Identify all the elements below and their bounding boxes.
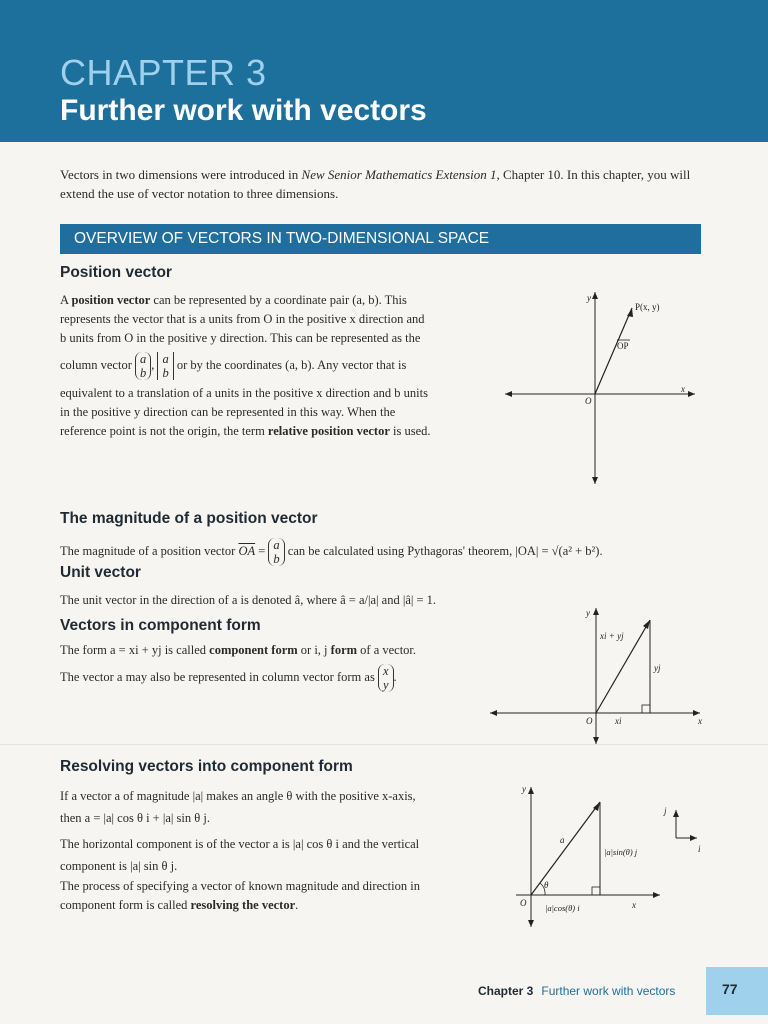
point-p-label: P(x, y) <box>635 302 660 312</box>
axis-y-label: y <box>522 784 526 794</box>
origin-label: O <box>586 716 593 726</box>
magnitude-heading: The magnitude of a position vector <box>60 510 318 527</box>
vector-op-label: OP <box>617 341 629 351</box>
axis-y-label: y <box>587 293 591 303</box>
divider <box>0 744 768 745</box>
component-form-heading: Vectors in component form <box>60 617 261 634</box>
component-form-diagram <box>488 598 708 748</box>
unit-vector-text: The unit vector in the direction of a is denoted â, where â = a/|a| and |â| = 1. <box>60 593 437 607</box>
origin-label: O <box>585 396 592 406</box>
resolving-diagram <box>510 782 710 932</box>
resolving-heading: Resolving vectors into component form <box>60 758 353 775</box>
resolving-text: If a vector a of magnitude |a| makes an angle θ with the positive x-axis, then a = |a| cos θ i + |a| sin θ j. The horizontal component is of the vector a is |a| cos θ i and the vertical component is |a| sin θ j. The process of specifying a vector of known magnitude and direction in component form is called resolving the vector. <box>60 789 420 912</box>
intro-paragraph: Vectors in two dimensions were introduced in New Senior Mathematics Extension 1, Chapter 10. In this chapter, you will extend the use of vector notation to three dimensions. <box>60 167 691 201</box>
xi-label: xi <box>615 716 622 726</box>
axis-y-label: y <box>586 608 590 618</box>
origin-label: O <box>520 898 527 908</box>
unit-i-label: i <box>698 844 701 854</box>
sum-label: xi + yj <box>600 631 624 641</box>
position-vector-heading: Position vector <box>60 264 172 281</box>
column-vector-round: a b <box>135 352 151 380</box>
theta-label: θ <box>544 880 549 890</box>
page-number: 77 <box>722 981 738 997</box>
cos-component-label: |a|cos(θ) i <box>545 903 580 913</box>
magnitude-text: The magnitude of a position vector $\overline{OA} = a$ b can be calculated using Pythagoras' theorem, |OA| = √(a² + b²). <box>60 538 603 566</box>
axis-x-label: x <box>681 384 685 394</box>
chapter-banner <box>0 0 768 142</box>
column-vector-square: a b <box>157 352 173 380</box>
position-vector-text: A position vector can be represented by a coordinate pair (a, b). This represents the vector that is a units from O in the positive x direction and b units from O in the positive y direction. This can be represented as the column vector a b, a b or by the coordinates (a, b). Any vector that is equivalent to a translation of a units in the positive x direction and b units in the positive y direction can be represented in this way. When the reference point is not the origin, the term relative position vector is used. <box>60 293 431 438</box>
vector-a-label: a <box>560 835 565 845</box>
section-heading-bar <box>60 224 701 254</box>
sin-component-label: |a|sin(θ) j <box>604 847 638 857</box>
unit-j-label: j <box>664 806 667 816</box>
chapter-title: Further work with vectors <box>60 94 427 127</box>
component-form-text: The form a = xi + yj is called component form or i, j form of a vector. The vector a may also be represented in column vector form as x y. <box>60 643 417 692</box>
footer-running-title: Chapter 3 Further work with vectors <box>478 984 676 998</box>
axis-x-label: x <box>632 900 636 910</box>
position-vector-diagram <box>505 288 705 488</box>
chapter-label: CHAPTER 3 <box>60 52 267 93</box>
yj-label: yj <box>654 663 661 673</box>
axis-x-label: x <box>698 716 702 726</box>
section-heading: OVERVIEW OF VECTORS IN TWO-DIMENSIONAL SPACE <box>74 230 490 247</box>
unit-vector-heading: Unit vector <box>60 564 141 581</box>
page-number-tab <box>706 967 768 1015</box>
